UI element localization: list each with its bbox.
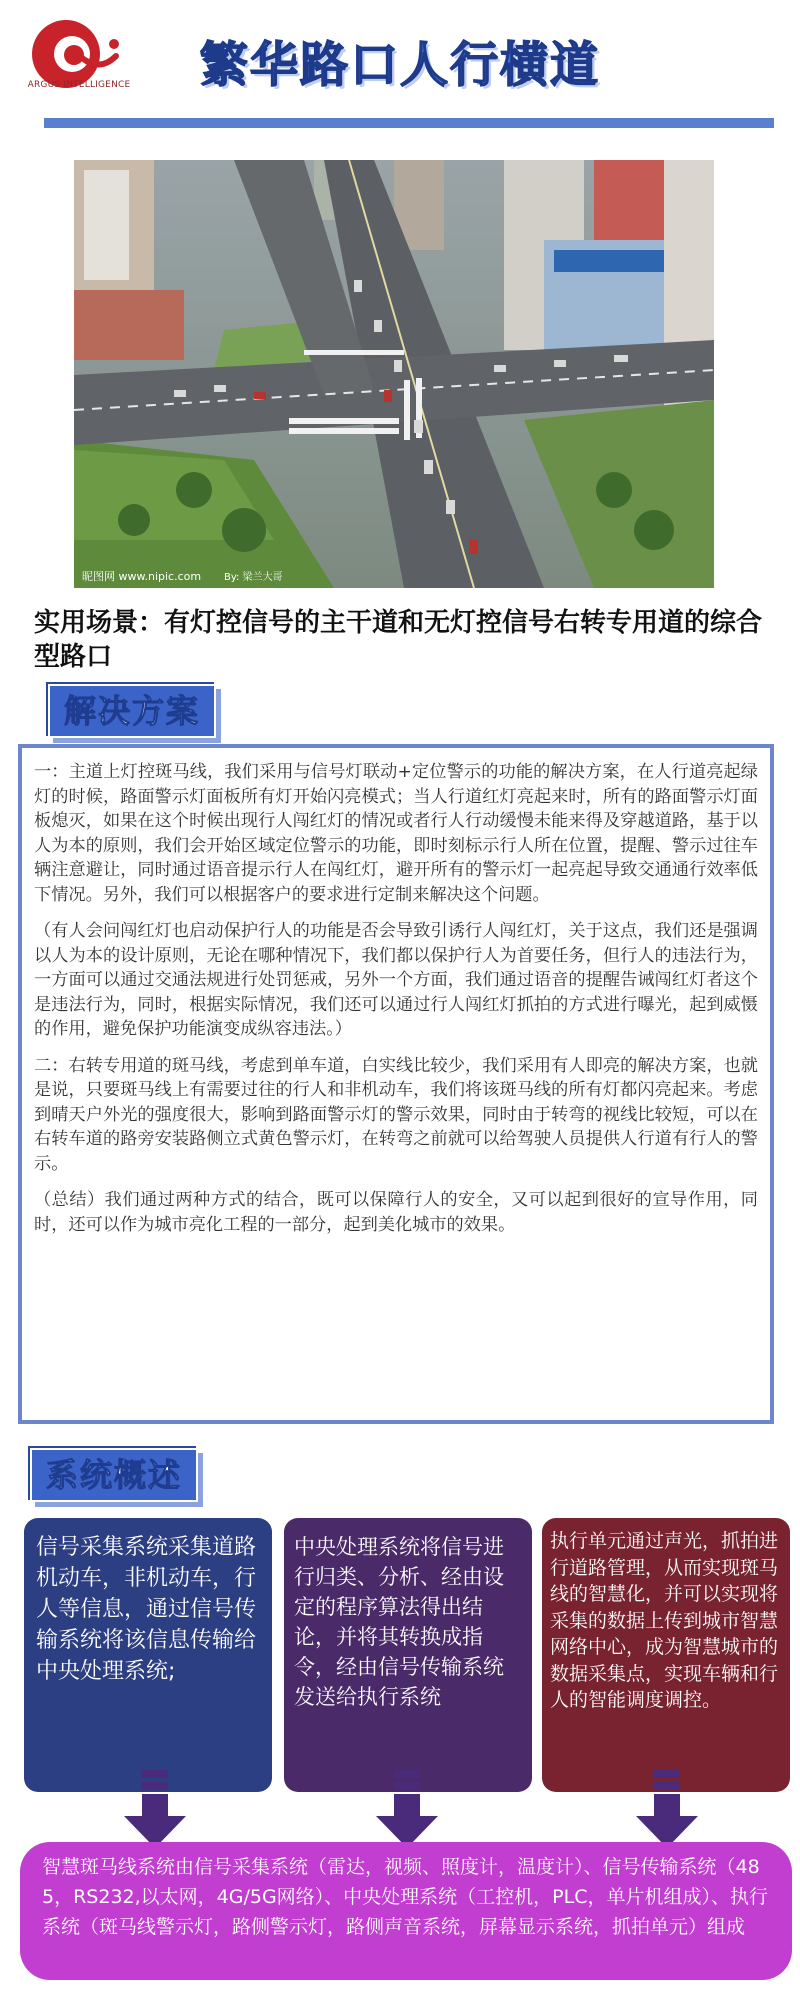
central-processing-card: 中央处理系统将信号进行归类、分析、经由设定的程序算法得出结论，并将其转换成指令，经由信号传输系统发送给执行系统 [284, 1518, 532, 1792]
photo-watermark-id: By: 梁兰大哥 [224, 572, 283, 583]
logo-text: ARGUS INTELLIGENCE [27, 80, 131, 90]
down-arrow-icon [120, 1770, 190, 1850]
header-divider [44, 118, 774, 128]
solution-paragraph: 二：右转专用道的斑马线，考虑到单车道，白实线比较少，我们采用有人即亮的解决方案，也就是说，只要斑马线上有需要过往的行人和非机动车，我们将该斑马线的所有灯都闪亮起来。考虑到晴天户外光的强度很大，影响到路面警示灯的警示效果，同时由于转弯的视线比较短，可以在右转车道的路旁安装路侧立式黄色警示灯，在转弯之前就可以给驾驶人员提供人行道有行人的警示。 [34, 1055, 758, 1174]
photo-watermark: 昵图网 www.nipic.com [82, 570, 202, 583]
solution-section-label: 解决方案 [48, 684, 216, 738]
system-summary-box: 智慧斑马线系统由信号采集系统（雷达，视频、照度计，温度计）、信号传输系统（485，RS232,以太网，4G/5G网络）、中央处理系统（工控机，PLC，单片机组成）、执行系统（斑马线警示灯，路侧警示灯，路侧声音系统，屏幕显示系统，抓拍单元）组成 [20, 1842, 792, 1980]
solution-text-box [18, 744, 774, 1424]
system-section-label: 系统概述 [30, 1448, 198, 1502]
page-title: 繁华路口人行横道 [199, 37, 600, 93]
signal-collection-card: 信号采集系统采集道路机动车，非机动车，行人等信息，通过信号传输系统将该信息传输给中央处理系统; [24, 1518, 272, 1792]
solution-paragraph: （总结）我们通过两种方式的结合，既可以保障行人的安全，又可以起到很好的宣导作用，同时，还可以作为城市亮化工程的一部分，起到美化城市的效果。 [34, 1190, 758, 1235]
scenario-heading: 实用场景：有灯控信号的主干道和无灯控信号右转专用道的综合型路口 [34, 608, 763, 672]
solution-paragraph: （有人会问闯红灯也启动保护行人的功能是否会导致引诱行人闯红灯，关于这点，我们还是强调以人为本的设计原则，无论在哪种情况下，我们都以保护行人为首要任务，但行人的违法行为，一方面可以通过交通法规进行处罚惩戒，另外一个方面，我们通过语音的提醒告诫闯红灯者这个是违法行为，同时，根据实际情况，我们还可以通过行人闯红灯抓拍的方式进行曝光，起到威慑的作用，避免保护功能演变成纵容违法。） [34, 921, 758, 1039]
down-arrow-icon [372, 1770, 442, 1850]
down-arrow-icon [632, 1770, 702, 1850]
solution-paragraph: 一：主道上灯控斑马线，我们采用与信号灯联动+定位警示的功能的解决方案，在人行道亮起绿灯的时候，路面警示灯面板所有灯开始闪亮模式；当人行道红灯亮起来时，所有的路面警示灯面板熄灭，如果在这个时候出现行人闯红灯的情况或者行人行动缓慢未能来得及穿越道路，基于以人为本的原则，我们会开始区域定位警示的功能，即时刻标示行人所在位置，提醒、警示过往车辆注意避让，同时通过语音提示行人在闯红灯，避开所有的警示灯一起亮起导致交通通行效率低下情况。另外，我们可以根据客户的要求进行定制来解决这个问题。 [34, 762, 758, 905]
intersection-photo [74, 160, 714, 588]
execution-unit-card: 执行单元通过声光，抓拍进行道路管理，从而实现斑马线的智慧化，并可以实现将采集的数据上传到城市智慧网络中心，成为智慧城市的数据采集点，实现车辆和行人的智能调度调控。 [542, 1518, 790, 1792]
